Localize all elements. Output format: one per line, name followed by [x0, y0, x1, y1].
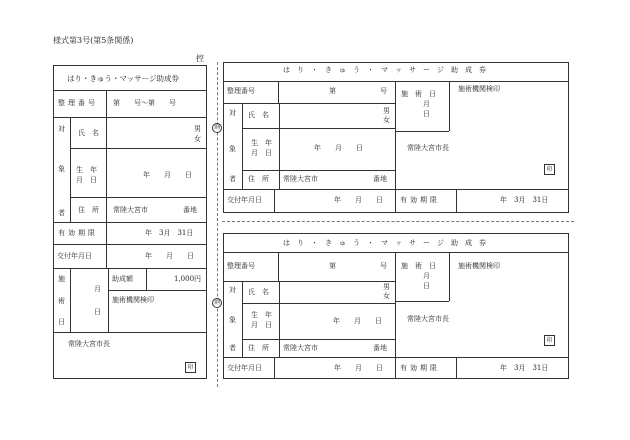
ticket1-kofu-value: 年 月 日 — [334, 196, 383, 204]
ticket1-title: は り ・ き ゅ う ・ マ ッ サ ー ジ 助 成 券 — [283, 66, 486, 74]
stub-amount-label: 助成額 — [112, 275, 133, 283]
ticket1-banchi: 番地 — [373, 175, 387, 183]
ticket2-taisho-1: 対 — [229, 286, 236, 294]
stub-city: 常陸大宮市 — [113, 206, 148, 214]
ticket1-sejutsu-label: 施 術 日 — [401, 90, 436, 98]
stub-mayor-stamp: 印 — [185, 362, 196, 373]
ticket1-yuko-label: 有効期限 — [400, 196, 440, 204]
ticket1-kofu-label: 交付年月日 — [227, 196, 262, 204]
ticket2-go: 号 — [380, 262, 387, 270]
ticket2-male: 男 — [383, 283, 390, 291]
ticket-perforation — [222, 221, 574, 222]
stub-sejutsu-1: 施 — [58, 275, 65, 283]
ticket2-name-label: 氏 名 — [248, 288, 269, 296]
ticket1-birth-value: 年 月 日 — [314, 144, 363, 152]
stub-kofu-label: 交付年月日 — [57, 252, 92, 260]
stub-taisho-1: 対 — [58, 125, 65, 133]
ticket2-dai: 第 — [329, 262, 336, 270]
stub-birth-label-b: 月 日 — [76, 176, 97, 184]
ticket2-birth-value: 年 月 日 — [333, 317, 382, 325]
ticket1-city: 常陸大宮市 — [283, 175, 318, 183]
stub-sejutsu-day: 日 — [94, 308, 101, 316]
form-number: 様式第3号(第5条関係) — [53, 36, 134, 45]
stub-kofu-value: 年 月 日 — [145, 252, 194, 260]
ticket2-day: 日 — [423, 282, 430, 290]
ticket2-stamp: 印 — [544, 335, 555, 346]
stub-mayor: 常陸大宮市長 — [68, 340, 110, 348]
stub-male: 男 — [194, 125, 201, 133]
stub-birth-label-a: 生 年 — [76, 166, 97, 174]
ticket1-seiri-label: 整理番号 — [227, 87, 255, 95]
stub-taisho-3: 者 — [58, 209, 65, 217]
ticket1-male: 男 — [383, 107, 390, 115]
stub-taisho-2: 象 — [58, 165, 65, 173]
tally-seal-bottom: 割 — [213, 299, 220, 306]
ticket1-go: 号 — [380, 87, 387, 95]
ticket1-taisho-3: 者 — [229, 175, 236, 183]
stub-sejutsu-3: 日 — [58, 318, 65, 326]
tally-seal-top: 割 — [213, 124, 220, 131]
stub-seiri-value: 第 号～第 号 — [113, 99, 176, 107]
stub-sejutsu-2: 術 — [58, 297, 65, 305]
hikae-label: 控 — [196, 54, 204, 63]
ticket2-taisho-3: 者 — [229, 344, 236, 352]
ticket2-city: 常陸大宮市 — [283, 344, 318, 352]
ticket2-title: は り ・ き ゅ う ・ マ ッ サ ー ジ 助 成 券 — [283, 239, 486, 247]
ticket1-birth-a: 生 年 — [251, 139, 272, 147]
stub-yuko-value: 年 3月 31日 — [145, 229, 194, 237]
ticket2-mayor: 常陸大宮市長 — [407, 315, 449, 323]
ticket1-taisho-1: 対 — [229, 109, 236, 117]
stub-name-label: 氏 名 — [78, 129, 99, 137]
ticket1-mayor: 常陸大宮市長 — [407, 144, 449, 152]
ticket1-address-label: 住 所 — [248, 175, 269, 183]
ticket1-birth-b: 月 日 — [251, 149, 272, 157]
stub-banchi: 番地 — [183, 206, 197, 214]
stub-perforation — [217, 62, 218, 387]
ticket2-sejutsu-label: 施 術 日 — [401, 262, 436, 270]
ticket1-month: 月 — [423, 100, 430, 108]
stub-address-label: 住 所 — [78, 206, 99, 214]
ticket2-birth-b: 月 日 — [251, 321, 272, 329]
ticket2-banchi: 番地 — [373, 344, 387, 352]
ticket1-taisho-2: 象 — [229, 145, 236, 153]
stub-birth-value: 年 月 日 — [143, 171, 192, 179]
ticket2-month: 月 — [423, 272, 430, 280]
ticket1-yuko-value: 年 3月 31日 — [500, 196, 549, 204]
ticket2-kenin-label: 施術機関検印 — [458, 262, 500, 270]
ticket1-day: 日 — [423, 110, 430, 118]
stub-female: 女 — [194, 135, 201, 143]
stub-title: はり・きゅう・マッサージ助成券 — [67, 74, 180, 83]
ticket1-name-label: 氏 名 — [248, 111, 269, 119]
ticket2-taisho-2: 象 — [229, 316, 236, 324]
ticket2-birth-a: 生 年 — [251, 311, 272, 319]
ticket1-dai: 第 — [329, 87, 336, 95]
ticket2-seiri-label: 整理番号 — [227, 262, 255, 270]
ticket1-female: 女 — [383, 116, 390, 124]
ticket1-kenin-label: 施術機関検印 — [458, 85, 500, 93]
ticket1-stamp: 印 — [544, 164, 555, 175]
ticket2-yuko-label: 有効期限 — [400, 364, 440, 372]
ticket2-kofu-label: 交付年月日 — [227, 364, 262, 372]
stub-seiri-label: 整理番号 — [58, 99, 98, 107]
ticket2-kofu-value: 年 月 日 — [334, 364, 383, 372]
ticket2-female: 女 — [383, 292, 390, 300]
stub-yuko-label: 有効期限 — [58, 229, 98, 237]
ticket2-address-label: 住 所 — [248, 344, 269, 352]
ticket2-yuko-value: 年 3月 31日 — [500, 364, 549, 372]
stub-amount-value: 1,000円 — [174, 275, 202, 283]
stub-sejutsu-month: 月 — [94, 285, 101, 293]
stub-kikan-label: 施術機関検印 — [112, 296, 154, 304]
